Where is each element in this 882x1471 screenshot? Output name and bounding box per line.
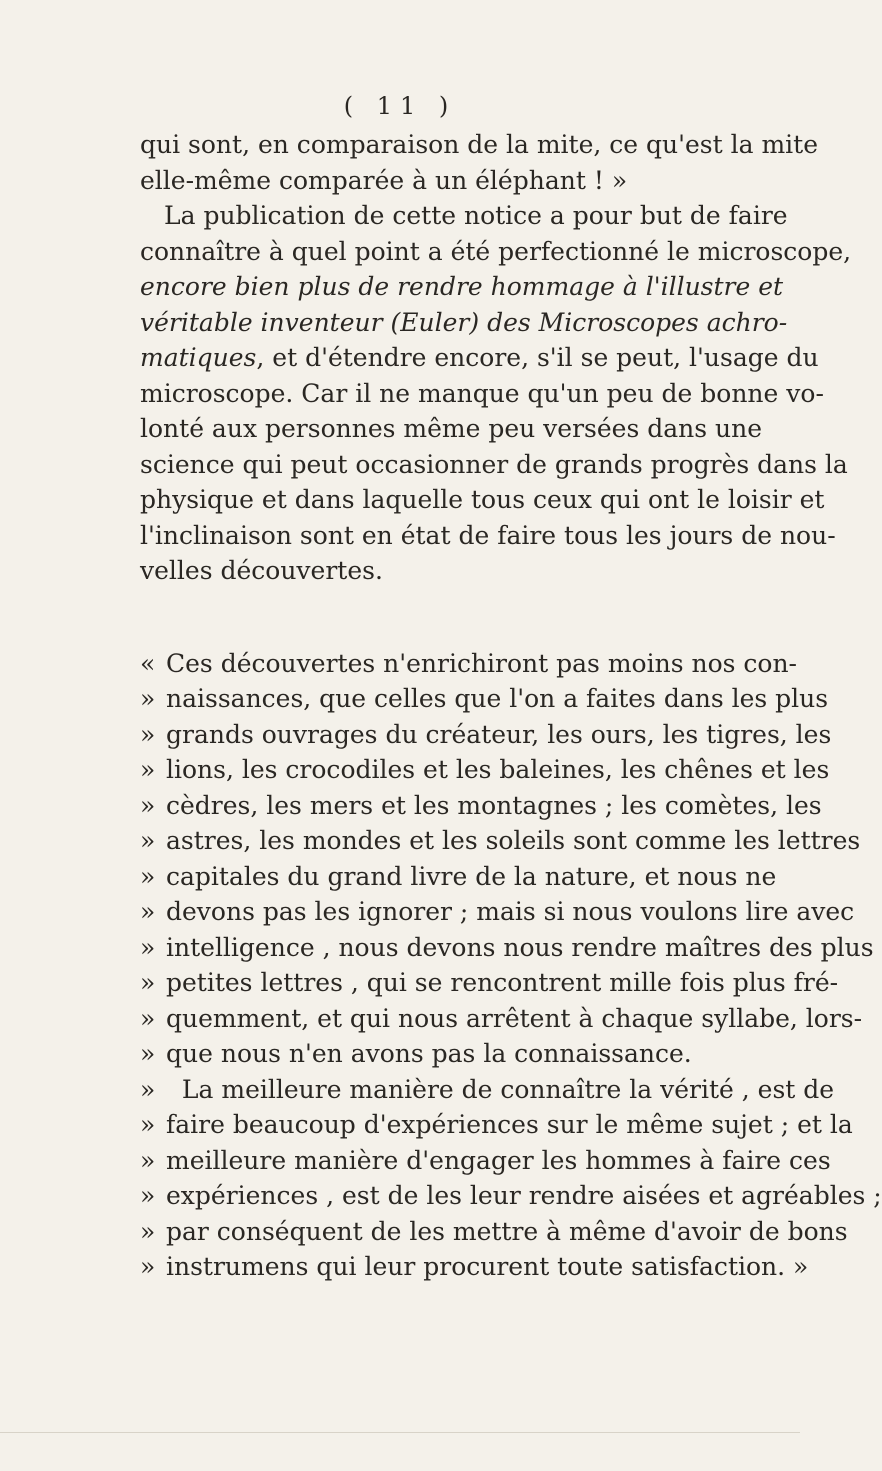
paragraph-notice	[140, 127, 852, 589]
quote-line: » que nous n'en avons pas la connaissance.	[140, 1039, 692, 1068]
quote-line: » instrumens qui leur procurent toute satisfaction. »	[140, 1252, 809, 1281]
text-line: qui sont, en comparaison de la mite, ce qu'est la mite	[140, 130, 819, 159]
paragraph-gap	[140, 589, 720, 646]
quote-line: » meilleure manière d'engager les hommes à faire ces	[140, 1145, 831, 1175]
paragraph-quotation	[140, 646, 882, 1285]
quote-line: « Ces découvertes n'enrichiront pas moins nos con-	[140, 648, 797, 678]
text-line-mixed: matiques, et d'étendre encore, s'il se peut, l'usage du	[140, 343, 819, 372]
quote-line: » quemment, et qui nous arrêtent à chaque syllabe, lors-	[140, 1003, 863, 1033]
quote-line: » capitales du grand livre de la nature, et nous ne	[140, 861, 777, 891]
text-line: elle-même comparée à un éléphant ! »	[140, 165, 628, 195]
quote-line: » lions, les crocodiles et les baleines, les chênes et les	[140, 755, 830, 784]
quote-line: » devons pas les ignorer ; mais si nous voulons lire avec	[140, 897, 855, 926]
quote-line: » naissances, que celles que l'on a faites dans les plus	[140, 684, 829, 713]
quote-line: » faire beaucoup d'expériences sur le même sujet ; et la	[140, 1110, 853, 1139]
page-number: ( 11 )	[343, 92, 457, 120]
text-line-italic: encore bien plus de rendre hommage à l'illustre et	[140, 272, 784, 301]
quote-line: » intelligence , nous devons nous rendre maîtres des plus	[140, 932, 874, 962]
quote-line: » petites lettres , qui se rencontrent mille fois plus fré-	[140, 968, 839, 997]
text-line: science qui peut occasionner de grands progrès dans la	[140, 449, 848, 479]
body-text	[140, 127, 882, 1285]
quote-line: » cèdres, les mers et les montagnes ; les comètes, les	[140, 790, 822, 820]
quote-line: » grands ouvrages du créateur, les ours, les tigres, les	[140, 719, 832, 749]
text-line: velles découvertes.	[140, 556, 383, 585]
quote-line: » expériences , est de les leur rendre aisées et agréables ;	[140, 1181, 882, 1210]
page-edge-line	[0, 1432, 800, 1433]
text-line: l'inclinaison sont en état de faire tous les jours de nou-	[140, 520, 836, 550]
text-line: La publication de cette notice a pour but de faire	[164, 201, 788, 230]
quote-line: » La meilleure manière de connaître la vérité , est de	[140, 1074, 835, 1104]
text-line: microscope. Car il ne manque qu'un peu de bonne vo-	[140, 378, 824, 408]
text-line: connaître à quel point a été perfectionné le microscope,	[140, 236, 852, 266]
text-line: physique et dans laquelle tous ceux qui ont le loisir et	[140, 485, 825, 514]
quote-line: » par conséquent de les mettre à même d'avoir de bons	[140, 1216, 848, 1246]
quote-line: » astres, les mondes et les soleils sont comme les lettres	[140, 826, 861, 855]
text-line: lonté aux personnes même peu versées dans une	[140, 414, 763, 443]
text-line-mixed: véritable inventeur (Euler) des Microscopes achro-	[140, 307, 788, 337]
